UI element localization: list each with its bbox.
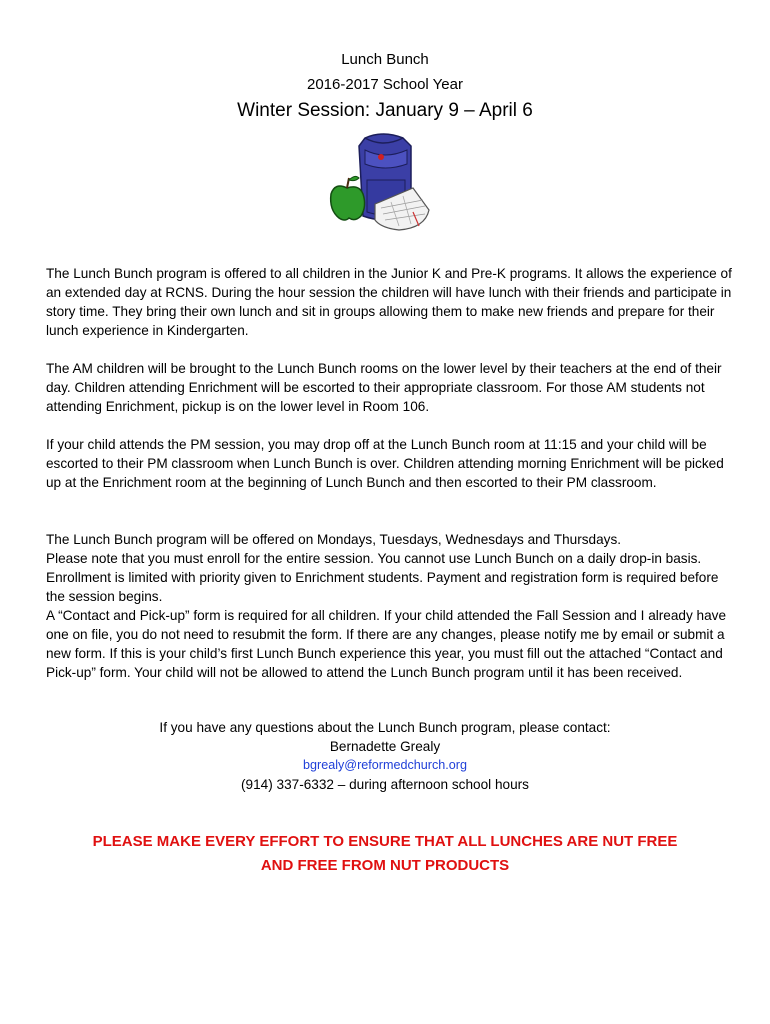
school-year: 2016-2017 School Year <box>307 76 463 93</box>
warning-line-2: AND FREE FROM NUT PRODUCTS <box>260 857 510 874</box>
am-paragraph <box>46 359 736 416</box>
contact-intro: If you have any questions about the Lunch Bunch program, please contact: <box>159 720 611 735</box>
lunch-illustration <box>325 130 437 235</box>
nut-free-warning <box>0 830 770 878</box>
apple-icon <box>331 176 365 220</box>
contact-name: Bernadette Grealy <box>329 739 441 754</box>
paragraph-text: The Lunch Bunch program is offered to all children in the Junior K and Pre-K programs. It allows the experience of an extended day at RCNS. During the hour session the children will have lunch with their friends and participate in story time. They bring their own lunch and sit in groups allowing them to make new friends and prepare for their lunch experience in Kindergarten. <box>46 266 732 338</box>
paragraph-text: A “Contact and Pick-up” form is required for all children. If your child attended the Fall Session and I already have one on file, you do not need to resubmit the form. If there are any changes, please notify me by email or submit a new form. If this is your child’s first Lunch Bunch experience this year, you must fill out the attached “Contact and Pick-up” form. Your child will not be allowed to attend the Lunch Bunch program until it has been received. <box>46 608 727 680</box>
warning-line-1: PLEASE MAKE EVERY EFFORT TO ENSURE THAT ALL LUNCHES ARE NUT FREE <box>92 833 678 850</box>
paragraph-text: If your child attends the PM session, you may drop off at the Lunch Bunch room at 11:15 and your child will be escorted to their PM classroom when Lunch Bunch is over. Children attending morning Enrichment will be picked up at the Enrichment room at the beginning of Lunch Bunch and then escorted to their PM classroom. <box>46 437 724 490</box>
paragraph-text: The AM children will be brought to the Lunch Bunch rooms on the lower level by their teachers at the end of their day. Children attending Enrichment will be escorted to their appropriate classroom. For those AM students not attending Enrichment, pickup is on the lower level in Room 106. <box>46 361 722 414</box>
contact-block <box>0 718 770 794</box>
contact-form-paragraph <box>46 606 736 682</box>
intro-paragraph <box>46 264 736 340</box>
program-title: Lunch Bunch <box>341 51 429 68</box>
contact-phone: (914) 337-6332 – during afternoon school hours <box>241 777 529 792</box>
session-heading: Winter Session: January 9 – April 6 <box>237 100 533 121</box>
pm-paragraph <box>46 435 736 492</box>
paragraph-text: The Lunch Bunch program will be offered on Mondays, Tuesdays, Wednesdays and Thursdays. Please note that you must enroll for the entire session. You cannot use Lunch Bunch on a daily drop-in basis. Enrollment is limited with priority given to Enrichment students. Payment and registration form is required before the session begins. <box>46 532 719 604</box>
contact-email-link[interactable]: bgrealy@reformedchurch.org <box>303 758 467 772</box>
